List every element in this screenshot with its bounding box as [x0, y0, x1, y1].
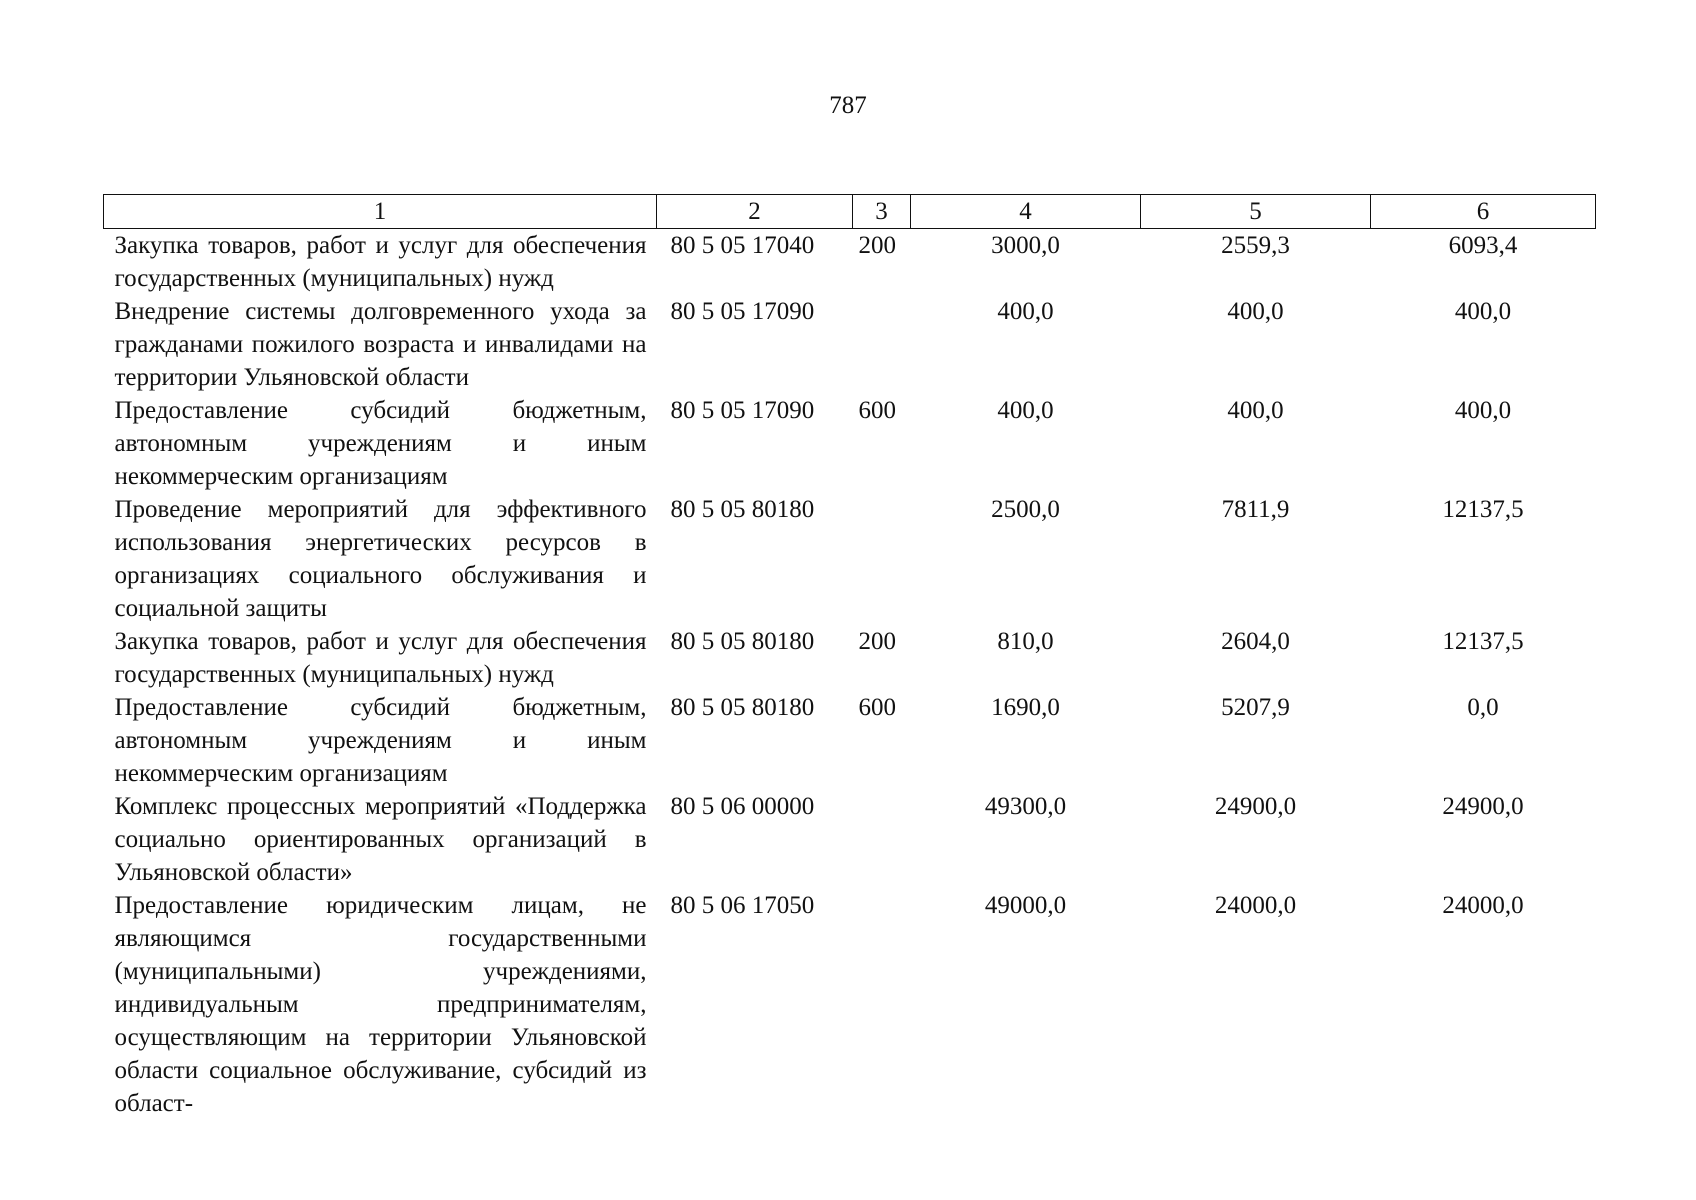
item-type — [853, 295, 911, 394]
item-type — [853, 493, 911, 625]
column-header-2: 2 — [657, 195, 853, 229]
item-code: 80 5 05 80180 — [670, 694, 815, 721]
item-type — [853, 790, 911, 889]
item-value-4: 400,0 — [997, 397, 1054, 424]
item-value-5: 24000,0 — [1214, 892, 1297, 919]
item-code: 80 5 05 17040 — [670, 232, 815, 259]
table-row — [104, 790, 1596, 889]
table-header-row — [104, 195, 1596, 229]
item-name: Предоставление юридическим лицам, не являющимся государственными (муниципальными) учреждениями, индивидуальным предпринимателям, осуществляющим на территории Ульяновской области социальное обслуживание, субсидий из област- — [114, 892, 647, 1117]
column-header-6: 6 — [1371, 195, 1596, 229]
item-value-5: 400,0 — [1227, 298, 1284, 325]
item-value-6: 24000,0 — [1442, 892, 1524, 919]
column-header-1: 1 — [104, 195, 657, 229]
item-value-6: 24900,0 — [1442, 793, 1524, 820]
item-value-4: 49300,0 — [984, 793, 1067, 820]
item-type: 600 — [858, 397, 896, 424]
table-row — [104, 229, 1596, 296]
budget-table — [103, 194, 1596, 1120]
item-code: 80 5 05 17090 — [670, 298, 815, 325]
item-value-6: 12137,5 — [1442, 496, 1524, 523]
item-value-5: 24900,0 — [1214, 793, 1297, 820]
item-code: 80 5 05 17090 — [670, 397, 815, 424]
item-value-6: 400,0 — [1454, 298, 1512, 325]
item-value-4: 810,0 — [997, 628, 1054, 655]
item-value-6: 12137,5 — [1442, 628, 1524, 655]
item-value-4: 2500,0 — [991, 496, 1060, 523]
column-header-5: 5 — [1141, 195, 1371, 229]
table-row — [104, 394, 1596, 493]
item-name: Внедрение системы долговременного ухода за гражданами пожилого возраста и инвалидами на территории Ульяновской области — [114, 298, 647, 391]
item-value-4: 1690,0 — [991, 694, 1060, 721]
item-type: 200 — [858, 628, 896, 655]
item-code: 80 5 06 00000 — [670, 793, 815, 820]
item-value-5: 400,0 — [1227, 397, 1284, 424]
item-value-4: 3000,0 — [991, 232, 1060, 259]
item-name: Комплекс процессных мероприятий «Поддержка социально ориентированных организаций в Ульяновской области» — [114, 793, 647, 886]
table-row — [104, 493, 1596, 625]
column-header-3: 3 — [853, 195, 911, 229]
table-row — [104, 295, 1596, 394]
item-name: Проведение мероприятий для эффективного использования энергетических ресурсов в организациях социального обслуживания и социальной защиты — [114, 496, 647, 622]
item-value-6: 0,0 — [1467, 694, 1499, 721]
item-code: 80 5 06 17050 — [670, 892, 815, 919]
item-name: Предоставление субсидий бюджетным, автономным учреждениям и иным некоммерческим организациям — [114, 694, 647, 787]
item-value-6: 400,0 — [1454, 397, 1512, 424]
table-row — [104, 625, 1596, 691]
table-row — [104, 889, 1596, 1120]
item-type: 200 — [858, 232, 896, 259]
item-name: Закупка товаров, работ и услуг для обеспечения государственных (муниципальных) нужд — [114, 628, 647, 688]
item-code: 80 5 05 80180 — [670, 628, 815, 655]
item-name: Закупка товаров, работ и услуг для обеспечения государственных (муниципальных) нужд — [114, 232, 647, 292]
item-value-6: 6093,4 — [1448, 232, 1518, 259]
item-code: 80 5 05 80180 — [670, 496, 815, 523]
item-type: 600 — [858, 694, 896, 721]
item-name: Предоставление субсидий бюджетным, автономным учреждениям и иным некоммерческим организациям — [114, 397, 647, 490]
column-header-4: 4 — [911, 195, 1141, 229]
item-type — [853, 889, 911, 1120]
item-value-5: 2559,3 — [1221, 232, 1290, 259]
item-value-4: 49000,0 — [984, 892, 1067, 919]
item-value-5: 2604,0 — [1221, 628, 1290, 655]
page-number: 787 — [829, 92, 867, 119]
item-value-5: 5207,9 — [1221, 694, 1290, 721]
item-value-4: 400,0 — [997, 298, 1054, 325]
item-value-5: 7811,9 — [1221, 496, 1290, 523]
table-row — [104, 691, 1596, 790]
